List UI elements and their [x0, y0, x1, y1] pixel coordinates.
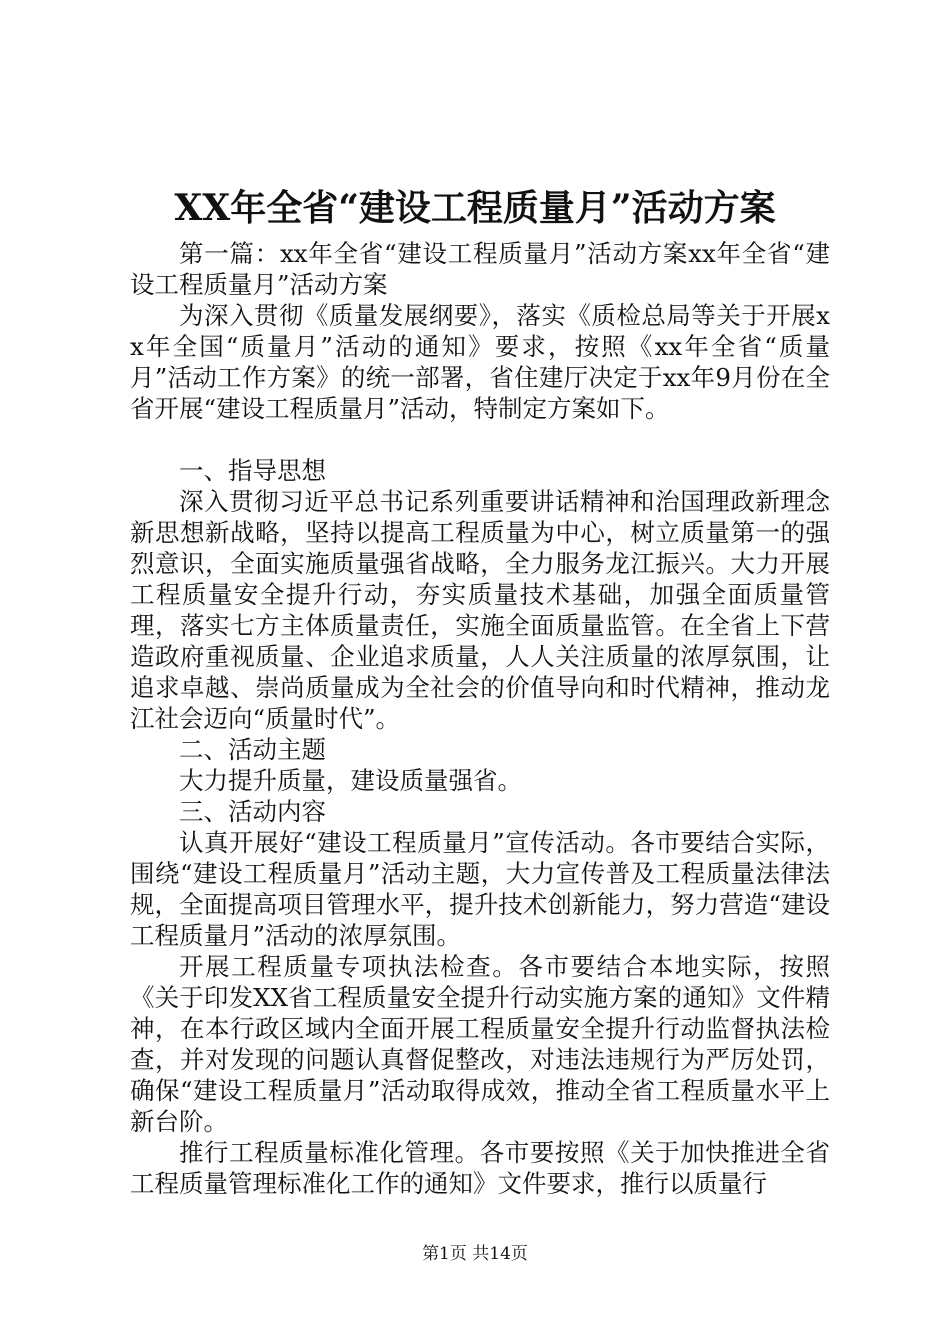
paragraph-intro: 第一篇：xx年全省“建设工程质量月”活动方案xx年全省“建设工程质量月”活动方案 [130, 239, 830, 299]
paragraph-standardization: 推行工程质量标准化管理。各市要按照《关于加快推进全省工程质量管理标准化工作的通知》文件要求，推行以质量行 [130, 1138, 830, 1198]
paragraph-purpose: 为深入贯彻《质量发展纲要》，落实《质检总局等关于开展xx年全国“质量月”活动的通知》要求，按照《xx年全省“质量月”活动工作方案》的统一部署，省住建厅决定于xx年9月份在全省开展“建设工程质量月”活动，特制定方案如下。 [130, 301, 830, 423]
document-body [130, 238, 830, 1199]
heading-activity-content: 三、活动内容 [179, 797, 326, 826]
paragraph-publicity: 认真开展好“建设工程质量月”宣传活动。各市要结合实际，围绕“建设工程质量月”活动主题，大力宣传普及工程质量法律法规，全面提高项目管理水平，提升技术创新能力，努力营造“建设工程质量月”活动的浓厚氛围。 [130, 828, 830, 950]
page-footer: 第1页 共14页 [422, 1244, 528, 1264]
document-title: XX年全省“建设工程质量月”活动方案 [174, 187, 776, 229]
heading-activity-theme: 二、活动主题 [179, 735, 326, 764]
paragraph-activity-theme: 大力提升质量，建设质量强省。 [179, 766, 522, 795]
heading-guiding-ideology: 一、指导思想 [179, 456, 326, 485]
paragraph-inspection: 开展工程质量专项执法检查。各市要结合本地实际，按照《关于印发XX省工程质量安全提升行动实施方案的通知》文件精神，在本行政区域内全面开展工程质量安全提升行动监督执法检查，并对发现的问题认真督促整改，对违法违规行为严厉处罚，确保“建设工程质量月”活动取得成效，推动全省工程质量水平上新台阶。 [130, 952, 830, 1136]
paragraph-guiding-ideology: 深入贯彻习近平总书记系列重要讲话精神和治国理政新理念新思想新战略，坚持以提高工程质量为中心，树立质量第一的强烈意识，全面实施质量强省战略，全力服务龙江振兴。大力开展工程质量安全提升行动，夯实质量技术基础，加强全面质量管理，落实七方主体质量责任，实施全面质量监管。在全省上下营造政府重视质量、企业追求质量，人人关注质量的浓厚氛围，让追求卓越、崇尚质量成为全社会的价值导向和时代精神，推动龙江社会迈向“质量时代”。 [130, 487, 830, 733]
